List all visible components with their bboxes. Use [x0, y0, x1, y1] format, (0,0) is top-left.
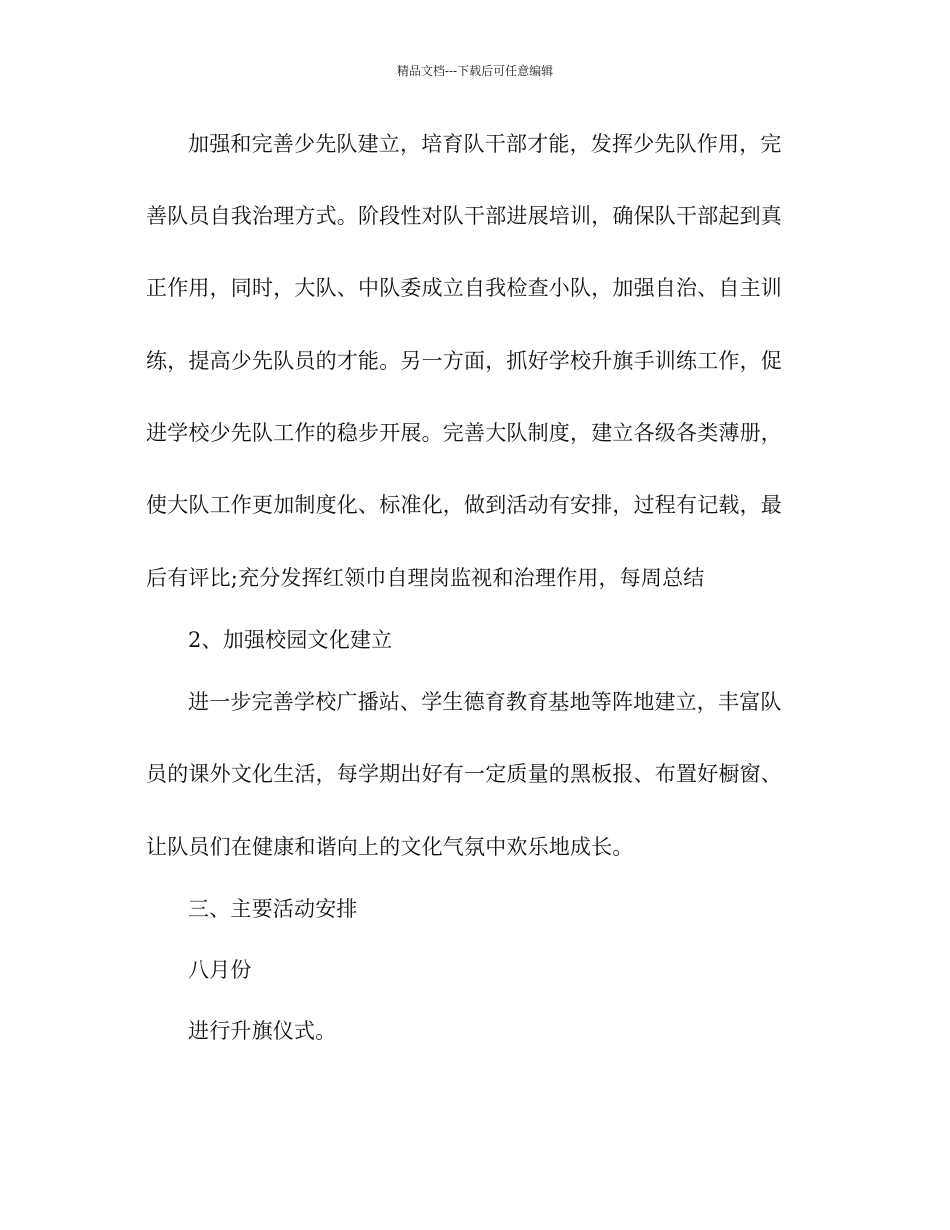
section-heading: 三、主要活动安排	[188, 897, 358, 921]
paragraph-line: 使大队工作更加制度化、标准化，做到活动有安排，过程有记载，最	[146, 493, 782, 517]
paragraph-line: 正作用，同时，大队、中队委成立自我检查小队，加强自治、自主训	[146, 276, 782, 300]
activity-line: 进行升旗仪式。	[188, 1019, 337, 1043]
paragraph-line: 加强和完善少先队建立，培育队干部才能，发挥少先队作用，完	[188, 132, 782, 156]
paragraph-line: 后有评比;充分发挥红领巾自理岗监视和治理作用，每周总结	[146, 566, 705, 590]
paragraph-line: 善队员自我治理方式。阶段性对队干部进展培训，确保队干部起到真	[146, 204, 782, 228]
paragraph-line: 员的课外文化生活，每学期出好有一定质量的黑板报、布置好橱窗、	[146, 762, 782, 786]
paragraph-line: 让队员们在健康和谐向上的文化气氛中欢乐地成长。	[146, 835, 634, 859]
paragraph-line: 练，提高少先队员的才能。另一方面，抓好学校升旗手训练工作，促	[146, 349, 782, 373]
page-header: 精品文档---下载后可任意编辑	[396, 64, 554, 78]
paragraph-line: 进一步完善学校广播站、学生德育教育基地等阵地建立，丰富队	[188, 690, 782, 714]
paragraph-line: 进学校少先队工作的稳步开展。完善大队制度，建立各级各类薄册，	[146, 421, 782, 445]
section-heading: 2、加强校园文化建立	[188, 628, 393, 652]
month-heading: 八月份	[188, 958, 252, 982]
